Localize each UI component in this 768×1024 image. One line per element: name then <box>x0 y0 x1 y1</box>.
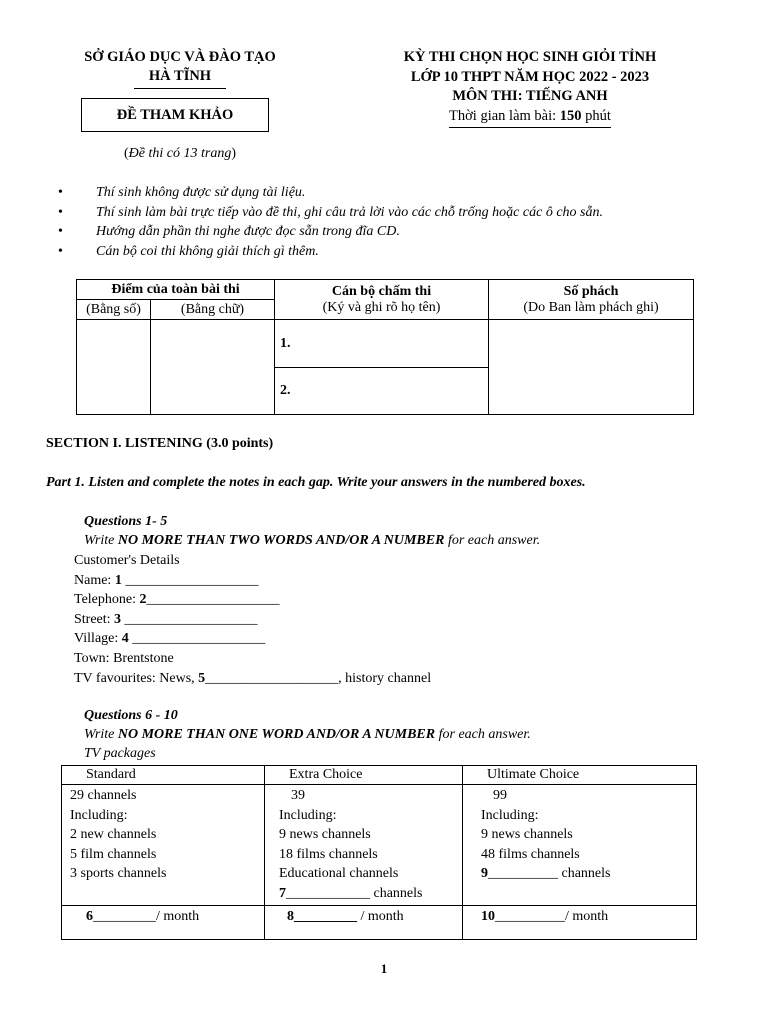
ultimate-choice-details <box>463 785 697 906</box>
detail-line: 48 films channels <box>481 846 580 862</box>
detail-line: 3 sports channels <box>70 866 167 881</box>
score-number-header: (Bằng số) <box>77 300 151 320</box>
answer-blank[interactable]: ___________________ <box>121 572 259 588</box>
exam-subject: MÔN THI: TIẾNG ANH <box>452 88 608 104</box>
exam-rules-list <box>58 183 738 261</box>
answer-blank[interactable]: __________ channels <box>488 866 611 881</box>
instr-post: for each answer. <box>444 533 541 548</box>
question-number: 4 <box>121 631 129 647</box>
questions-6-10-instruction <box>84 727 531 743</box>
question-number: 1 <box>114 572 122 588</box>
pages-note <box>60 146 300 162</box>
department-line-1: SỞ GIÁO DỤC VÀ ĐÀO TẠO <box>84 49 276 65</box>
code-subtitle: (Do Ban làm phách ghi) <box>523 299 659 315</box>
pages-note-open: ( <box>124 146 129 161</box>
score-words-cell[interactable] <box>151 320 275 415</box>
answer-blank[interactable]: ___________________ <box>121 611 258 627</box>
bullet-icon: • <box>58 224 63 239</box>
time-label: Thời gian làm bài: <box>449 107 560 124</box>
rule-item <box>58 242 738 262</box>
line-label: Street: <box>74 611 115 627</box>
question-number: 5 <box>198 670 206 686</box>
exam-time <box>449 107 611 129</box>
ultimate-choice-header: Ultimate Choice <box>463 766 697 785</box>
answer-blank[interactable]: _________/ month <box>93 909 200 924</box>
detail-line: Educational channels <box>279 866 399 881</box>
answer-blank[interactable]: __________/ month <box>495 909 609 924</box>
instr-pre: Write <box>84 727 118 742</box>
time-value: 150 <box>559 107 582 124</box>
line-label: Town: Brentstone <box>74 650 174 666</box>
detail-line: 9 news channels <box>481 827 573 842</box>
customer-details <box>74 551 431 688</box>
answer-blank[interactable]: ___________________ <box>205 670 339 686</box>
answer-line-7[interactable] <box>279 884 462 904</box>
grader-subtitle: (Ký và ghi rõ họ tên) <box>322 299 441 315</box>
score-words-header: (Bằng chữ) <box>151 300 275 320</box>
bullet-icon: • <box>58 204 63 220</box>
detail-line: Including: <box>279 807 337 823</box>
questions-6-10-label: Questions 6 - 10 <box>84 708 178 723</box>
questions-1-5-label: Questions 1- 5 <box>84 514 168 529</box>
answer-blank[interactable]: ____________ channels <box>286 885 423 901</box>
code-cell[interactable] <box>489 320 694 415</box>
detail-line: 18 films channels <box>279 846 378 862</box>
detail-line: 29 channels <box>70 788 137 803</box>
department-header <box>60 48 300 89</box>
questions-1-5-instruction <box>84 533 540 549</box>
reference-exam-box: ĐỀ THAM KHẢO <box>81 98 269 132</box>
rule-text: Cán bộ coi thi không giải thích gì thêm. <box>96 243 319 259</box>
code-header <box>489 280 694 320</box>
line-label: Name: <box>74 572 115 588</box>
detail-line: 5 film channels <box>70 846 157 862</box>
extra-choice-header: Extra Choice <box>265 766 463 785</box>
line-label: TV favourites: News, <box>74 670 199 686</box>
question-number: 9 <box>481 866 488 881</box>
extra-choice-details <box>265 785 463 906</box>
detail-line: 2 new channels <box>70 827 157 842</box>
pages-note-close: ) <box>231 146 236 161</box>
grader-title: Cán bộ chấm thi <box>331 283 432 299</box>
instr-pre: Write <box>84 533 118 548</box>
section-title: SECTION I. LISTENING (3.0 points) <box>46 436 274 451</box>
line-tail: , history channel <box>338 670 432 686</box>
question-number: 8 <box>287 909 294 924</box>
answer-blank[interactable]: ___________________ <box>128 631 266 647</box>
exam-title: KỲ THI CHỌN HỌC SINH GIỎI TỈNH <box>403 49 657 65</box>
question-number: 6 <box>86 909 93 924</box>
rule-text: Hướng dẫn phần thi nghe được đọc sẵn trong đĩa CD. <box>96 224 400 239</box>
question-number: 10 <box>481 909 495 924</box>
exam-header <box>350 48 710 128</box>
answer-line-5[interactable] <box>74 669 431 689</box>
part-1-title: Part 1. Listen and complete the notes in each gap. Write your answers in the numbered boxes. <box>46 475 586 490</box>
answer-blank[interactable]: _________ <box>294 909 357 924</box>
rule-item <box>58 203 738 223</box>
answer-line-8[interactable] <box>265 906 463 940</box>
detail-line: 99 <box>493 788 507 803</box>
line-tail: / month <box>357 909 404 924</box>
customer-details-title: Customer's Details <box>74 553 180 568</box>
department-line-2: HÀ TĨNH <box>148 68 212 84</box>
standard-header: Standard <box>62 766 265 785</box>
score-number-cell[interactable] <box>77 320 151 415</box>
answer-line-9[interactable] <box>481 864 696 884</box>
grader-header <box>275 280 489 320</box>
tv-packages-title: TV packages <box>84 746 156 761</box>
rule-text: Thí sinh làm bài trực tiếp vào đề thi, ghi câu trả lời vào các chỗ trống hoặc các ô cho sẵn. <box>96 204 603 220</box>
instr-bold: NO MORE THAN TWO WORDS AND/OR A NUMBER <box>117 533 445 548</box>
town-line <box>74 649 431 669</box>
instr-bold: NO MORE THAN ONE WORD AND/OR A NUMBER <box>117 727 436 742</box>
questions-6-10-heading <box>84 708 178 724</box>
rule-item <box>58 183 738 203</box>
pages-note-text: Đề thi có 13 trang <box>128 146 232 161</box>
answer-line-2[interactable] <box>74 590 431 610</box>
header-divider <box>134 88 226 89</box>
grader-2-cell[interactable]: 2. <box>275 368 489 415</box>
bullet-icon: • <box>58 243 63 259</box>
question-number: 3 <box>114 611 122 627</box>
question-number: 2 <box>139 592 147 608</box>
answer-line-1[interactable] <box>74 571 431 591</box>
questions-1-5-heading <box>84 514 167 530</box>
rule-text: Thí sinh không được sử dụng tài liệu. <box>96 185 306 200</box>
bullet-icon: • <box>58 185 63 200</box>
question-number: 7 <box>279 885 286 901</box>
time-unit: phút <box>581 107 611 124</box>
standard-details <box>62 785 265 906</box>
detail-line: Including: <box>481 807 539 823</box>
answer-line-4[interactable] <box>74 629 431 649</box>
code-title: Số phách <box>563 283 619 299</box>
rule-item <box>58 222 738 242</box>
detail-line: 39 <box>291 788 305 803</box>
exam-grade-year: LỚP 10 THPT NĂM HỌC 2022 - 2023 <box>410 68 650 85</box>
detail-line: 9 news channels <box>279 827 371 842</box>
line-label: Telephone: <box>74 592 140 608</box>
answer-line-6[interactable] <box>62 906 265 940</box>
page-number: 1 <box>380 961 388 976</box>
instr-post: for each answer. <box>435 727 531 742</box>
answer-blank[interactable]: ___________________ <box>146 592 280 608</box>
tv-packages-table <box>61 765 697 940</box>
total-score-header: Điểm của toàn bài thi <box>77 280 275 300</box>
line-label: Village: <box>74 631 122 647</box>
detail-line: Including: <box>70 807 128 823</box>
grader-1-cell[interactable]: 1. <box>275 320 489 368</box>
score-table <box>76 279 694 415</box>
answer-line-3[interactable] <box>74 610 431 630</box>
answer-line-10[interactable] <box>463 906 697 940</box>
